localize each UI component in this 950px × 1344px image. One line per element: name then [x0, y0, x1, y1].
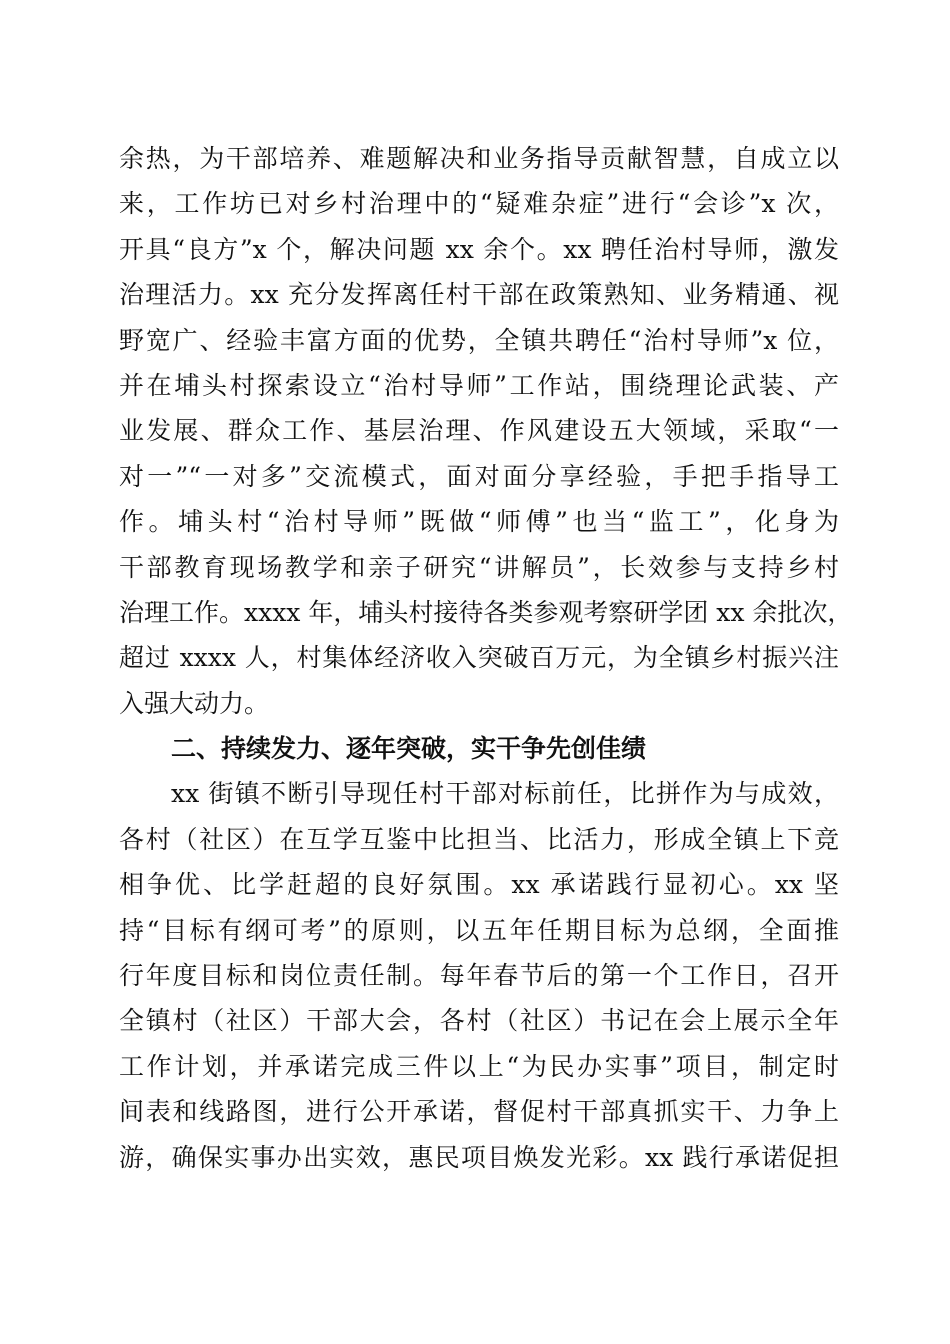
text-line: 来，工作坊已对乡村治理中的“疑难杂症”进行“会诊”x 次， [119, 189, 839, 219]
section-heading: 二、持续发力、逐年突破，实干争先创佳绩 [171, 734, 647, 764]
text-line: 干部教育现场教学和亲子研究“讲解员”，长效参与支持乡村 [119, 552, 839, 582]
text-line: 余热，为干部培养、难题解决和业务指导贡献智慧，自成立以 [119, 144, 839, 173]
text-line: 作。埔头村“治村导师”既做“师傅”也当“监工”，化身为 [119, 507, 839, 537]
text-line: 游，确保实事办出实效，惠民项目焕发光彩。xx 践行承诺促担 [119, 1142, 839, 1172]
text-line: 持“目标有纲可考”的原则，以五年任期目标为总纲，全面推 [119, 915, 839, 945]
text-line: 行年度目标和岗位责任制。每年春节后的第一个工作日，召开 [119, 961, 839, 991]
text-line: 并在埔头村探索设立“治村导师”工作站，围绕理论武装、产 [119, 370, 839, 400]
text-line: 各村（社区）在互学互鉴中比担当、比活力，形成全镇上下竞 [119, 824, 839, 854]
text-line: 开具“良方”x 个，解决问题 xx 余个。xx 聘任治村导师，激发 [119, 234, 839, 264]
text-line: 全镇村（社区）干部大会，各村（社区）书记在会上展示全年 [119, 1006, 839, 1036]
text-line: 超过 xxxx 人，村集体经济收入突破百万元，为全镇乡村振兴注 [119, 643, 839, 673]
text-line: 业发展、群众工作、基层治理、作风建设五大领域，采取“一 [119, 416, 839, 446]
text-line: 治理活力。xx 充分发挥离任村干部在政策熟知、业务精通、视 [119, 280, 839, 310]
paragraph-2 [119, 771, 839, 1180]
text-line: 对一”“一对多”交流模式，面对面分享经验，手把手指导工 [119, 461, 839, 491]
text-line: 间表和线路图，进行公开承诺，督促村干部真抓实干、力争上 [119, 1097, 839, 1127]
document-body [119, 136, 853, 1180]
text-line: 野宽广、经验丰富方面的优势，全镇共聘任“治村导师”x 位， [119, 325, 839, 355]
paragraph-1 [119, 136, 853, 726]
text-line: 相争优、比学赶超的良好氛围。xx 承诺践行显初心。xx 坚 [119, 870, 839, 900]
text-line: xx 街镇不断引导现任村干部对标前任，比拼作为与成效， [171, 779, 839, 809]
text-line: 入强大动力。 [119, 688, 270, 718]
text-line: 治理工作。xxxx 年，埔头村接待各类参观考察研学团 xx 余批次， [119, 597, 853, 627]
text-line: 工作计划，并承诺完成三件以上“为民办实事”项目，制定时 [119, 1051, 839, 1081]
